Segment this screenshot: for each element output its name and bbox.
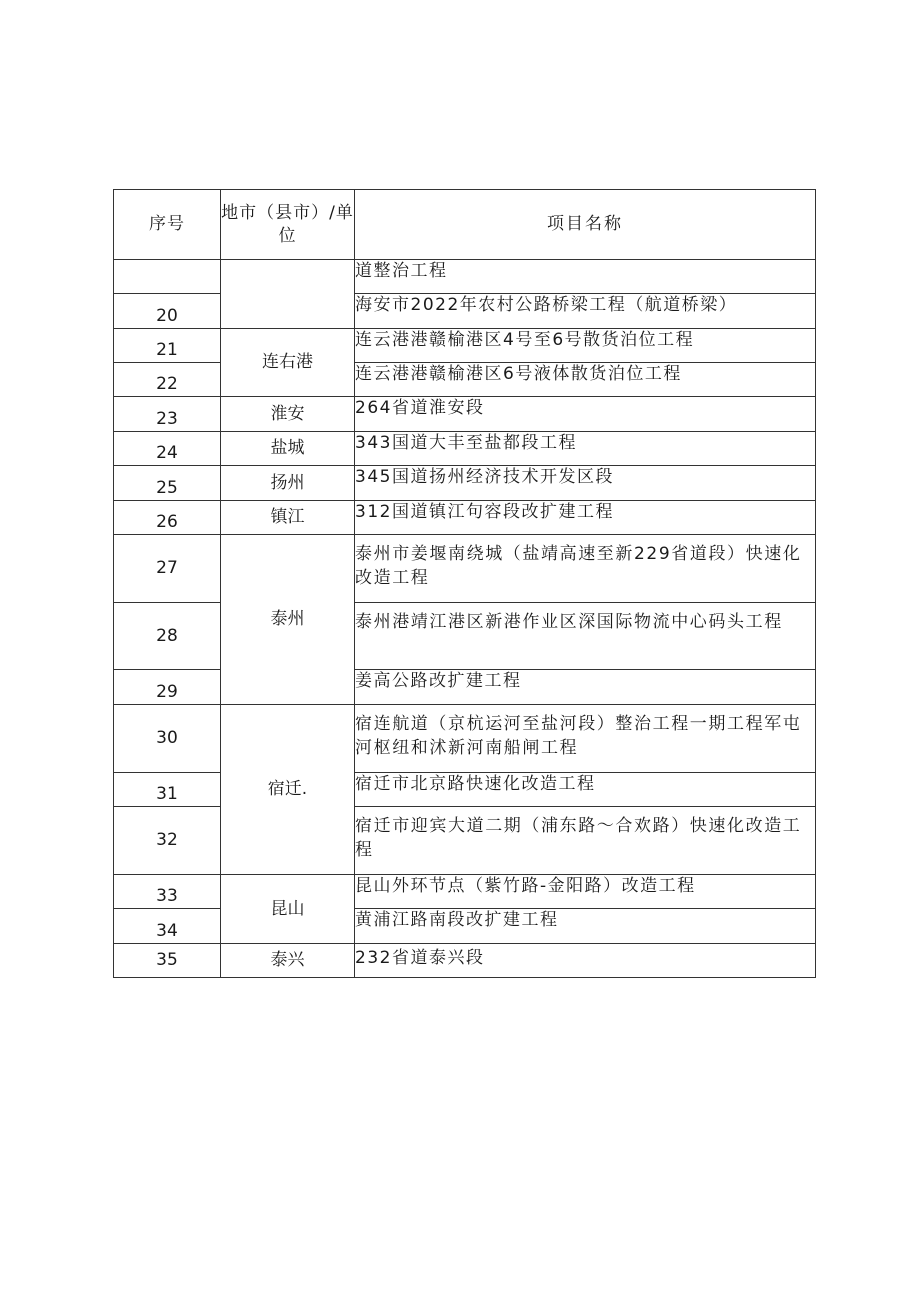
table-row — [114, 807, 816, 875]
table-row — [114, 501, 816, 535]
row-seq: 32 — [114, 807, 221, 875]
table-row — [114, 329, 816, 363]
table-row — [114, 363, 816, 397]
row-seq: 20 — [114, 294, 221, 329]
row-name: 连云港港赣榆港区6号液体散货泊位工程 — [355, 363, 816, 397]
row-city: 扬州 — [221, 466, 355, 501]
row-seq: 29 — [114, 670, 221, 705]
table-row — [114, 397, 816, 432]
table-row — [114, 773, 816, 807]
row-name: 264省道淮安段 — [355, 397, 816, 432]
table-row — [114, 294, 816, 329]
row-seq: 33 — [114, 875, 221, 909]
row-seq: 31 — [114, 773, 221, 807]
row-name: 宿迁市北京路快速化改造工程 — [355, 773, 816, 807]
table-row — [114, 535, 816, 603]
row-name: 海安市2022年农村公路桥梁工程（航道桥梁） — [355, 294, 816, 329]
row-seq: 35 — [114, 944, 221, 978]
row-seq: 21 — [114, 329, 221, 363]
row-name: 343国道大丰至盐都段工程 — [355, 432, 816, 466]
table-header-row — [114, 190, 816, 260]
row-name: 泰州港靖江港区新港作业区深国际物流中心码头工程 — [355, 603, 816, 670]
row-seq: 24 — [114, 432, 221, 466]
table-row — [114, 670, 816, 705]
row-name: 宿连航道（京杭运河至盐河段）整治工程一期工程军屯河枢纽和沭新河南船闸工程 — [355, 705, 816, 773]
row-seq: 30 — [114, 705, 221, 773]
table-row — [114, 909, 816, 944]
table-row — [114, 603, 816, 670]
row-seq: 26 — [114, 501, 221, 535]
row-seq: 25 — [114, 466, 221, 501]
table-row — [114, 875, 816, 909]
row-seq: 23 — [114, 397, 221, 432]
row-seq: 27 — [114, 535, 221, 603]
row-city: 盐城 — [221, 432, 355, 466]
header-name: 项目名称 — [355, 190, 816, 260]
table-row — [114, 260, 816, 294]
row-name: 232省道泰兴段 — [355, 944, 816, 978]
table-row — [114, 705, 816, 773]
row-seq — [114, 260, 221, 294]
row-seq: 28 — [114, 603, 221, 670]
row-name: 姜高公路改扩建工程 — [355, 670, 816, 705]
row-city — [221, 260, 355, 329]
row-city: 淮安 — [221, 397, 355, 432]
table-row — [114, 944, 816, 978]
row-seq: 34 — [114, 909, 221, 944]
table-row — [114, 432, 816, 466]
row-name: 黄浦江路南段改扩建工程 — [355, 909, 816, 944]
row-name: 连云港港赣榆港区4号至6号散货泊位工程 — [355, 329, 816, 363]
row-city: 昆山 — [221, 875, 355, 944]
row-city: 泰兴 — [221, 944, 355, 978]
row-name: 312国道镇江句容段改扩建工程 — [355, 501, 816, 535]
header-seq: 序号 — [114, 190, 221, 260]
header-city: 地市（县市）/单位 — [221, 190, 355, 260]
row-seq: 22 — [114, 363, 221, 397]
project-table — [113, 189, 816, 978]
row-name: 泰州市姜堰南绕城（盐靖高速至新229省道段）快速化改造工程 — [355, 535, 816, 603]
row-city: 连右港 — [221, 329, 355, 397]
row-city: 镇江 — [221, 501, 355, 535]
row-city: 宿迁. — [221, 705, 355, 875]
row-name: 昆山外环节点（紫竹路-金阳路）改造工程 — [355, 875, 816, 909]
row-city: 泰州 — [221, 535, 355, 705]
row-name: 宿迁市迎宾大道二期（浦东路～合欢路）快速化改造工程 — [355, 807, 816, 875]
row-name: 道整治工程 — [355, 260, 816, 294]
row-name: 345国道扬州经济技术开发区段 — [355, 466, 816, 501]
table-row — [114, 466, 816, 501]
